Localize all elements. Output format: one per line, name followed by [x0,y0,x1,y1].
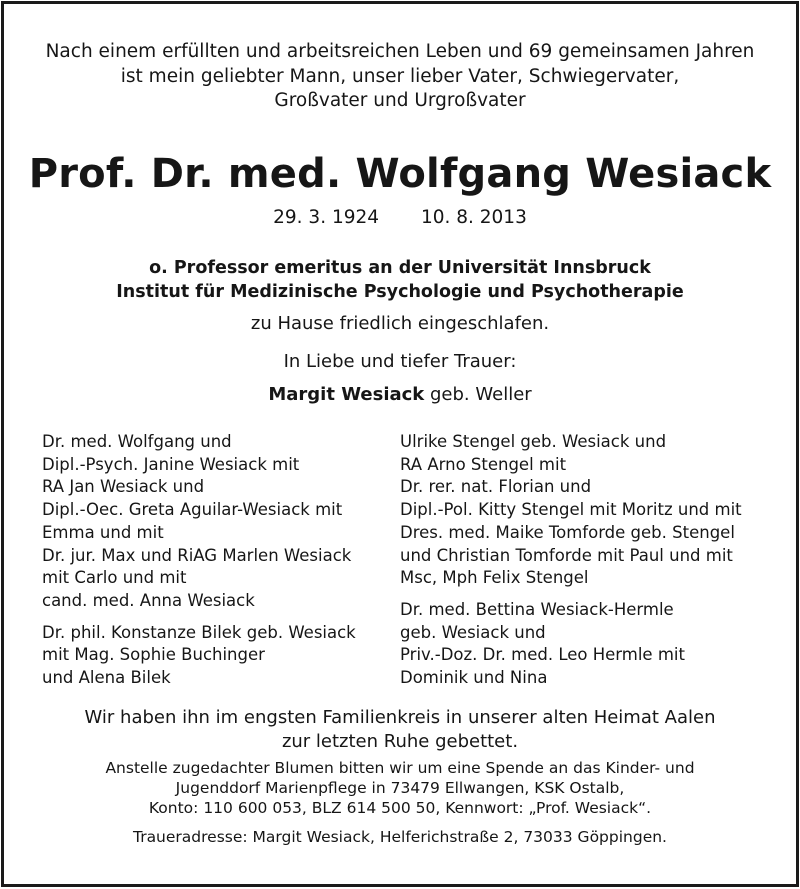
deceased-name: Prof. Dr. med. Wolfgang Wesiack [28,151,772,197]
widow-maiden-name: geb. Weller [424,384,532,405]
mourning-address: Traueradresse: Margit Wesiack, Helferichstraße 2, 73033 Göppingen. [133,828,667,846]
intro-line: ist mein geliebter Mann, unser lieber Vater, Schwiegervater, [120,65,680,87]
mourner-line: geb. Wesiack und [400,622,546,642]
mourner-line: RA Jan Wesiack und [42,477,205,497]
mourner-line: und Christian Tomforde mit Paul und mit [400,545,733,565]
burial-line: zur letzten Ruhe gebettet. [281,731,519,752]
mourning-intro: In Liebe und tiefer Trauer: [283,351,517,372]
mourner-line: Dipl.-Psych. Janine Wesiack mit [42,454,300,474]
mourner-line: Ulrike Stengel geb. Wesiack und [400,432,667,451]
mourner-line: mit Mag. Sophie Buchinger [42,645,265,665]
mourner-line: Dr. jur. Max und RiAG Marlen Wesiack [42,545,352,565]
burial-notice [0,706,800,754]
donation-line: Anstelle zugedachter Blumen bitten wir um eine Spende an das Kinder- und [105,759,695,777]
mourner-line: Dipl.-Pol. Kitty Stengel mit Moritz und mit [400,500,742,520]
mourners-right-column [400,431,742,699]
mourner-line: Dr. med. Bettina Wesiack-Hermle [400,599,674,619]
mourner-line: Msc, Mph Felix Stengel [400,568,589,588]
intro-line: Nach einem erfüllten und arbeitsreichen Leben und 69 gemeinsamen Jahren [45,41,755,62]
passing-text: zu Hause friedlich eingeschlafen. [250,313,550,334]
title-line: o. Professor emeritus an der Universität Innsbruck [149,258,651,278]
mourner-line: Dr. rer. nat. Florian und [400,477,592,497]
birth-date: 29. 3. 1924 [273,207,380,228]
mourner-line: Emma und mit [42,522,164,542]
title-line: Institut für Medizinische Psychologie und Psychotherapie [116,282,684,302]
death-date: 10. 8. 2013 [420,207,527,228]
mourners-left-column [42,431,356,699]
intro-text [0,40,800,114]
donation-line: Konto: 110 600 053, BLZ 614 500 50, Kennwort: „Prof. Wesiack“. [148,799,652,817]
mourner-group [400,599,742,690]
mourner-group [400,431,742,590]
widow-name: Margit Wesiack [268,384,425,405]
life-dates [0,206,800,230]
mourner-line: Priv.-Doz. Dr. med. Leo Hermle mit [400,645,685,665]
donation-request [0,758,800,818]
widow-line [0,382,800,408]
mourner-line: Dr. med. Wolfgang und [42,432,232,451]
mourner-line: mit Carlo und mit [42,568,187,588]
mourner-line: Dominik und Nina [400,668,548,688]
mourner-line: cand. med. Anna Wesiack [42,590,255,610]
burial-line: Wir haben ihn im engsten Familienkreis in unserer alten Heimat Aalen [84,707,716,728]
mourner-line: und Alena Bilek [42,668,171,688]
academic-title [0,256,800,304]
mourner-line: Dr. phil. Konstanze Bilek geb. Wesiack [42,622,356,642]
donation-line: Jugenddorf Marienpflege in 73479 Ellwangen, KSK Ostalb, [175,779,625,797]
mourner-line: RA Arno Stengel mit [400,454,567,474]
mourner-line: Dres. med. Maike Tomforde geb. Stengel [400,522,735,542]
mourner-group [42,431,356,613]
mourner-group [42,622,356,690]
mourner-line: Dipl.-Oec. Greta Aguilar-Wesiack mit [42,500,343,520]
intro-line: Großvater und Urgroßvater [274,90,526,111]
